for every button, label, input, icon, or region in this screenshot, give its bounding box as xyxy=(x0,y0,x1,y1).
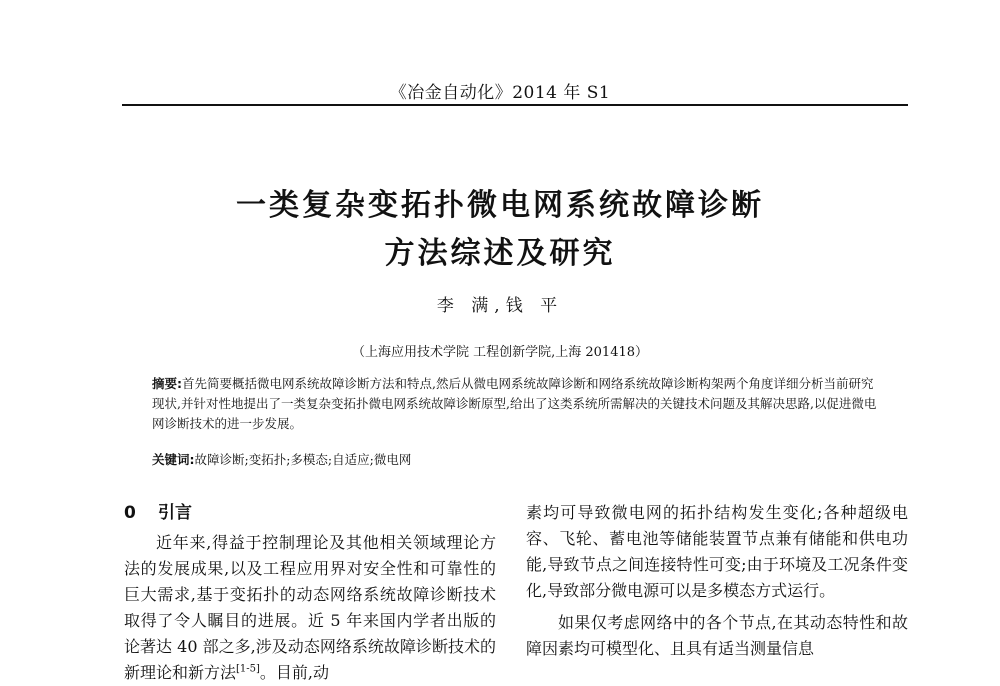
keywords xyxy=(152,450,882,468)
abstract-label: 摘要: xyxy=(152,376,182,391)
paper-title-line2: 方法综述及研究 xyxy=(384,236,616,271)
intro-paragraph xyxy=(124,530,496,686)
abstract xyxy=(152,374,882,434)
authors: 李 满,钱 平 xyxy=(436,296,564,316)
section-heading xyxy=(124,500,496,526)
right-paragraph-1: 素均可导致微电网的拓扑结构发生变化;各种超级电容、飞轮、蓄电池等储能装置节点兼有储能和供电功能,导致节点之间连接特性可变;由于环境及工况条件变化,导致部分微电源可以是多模态方式运行。 xyxy=(526,503,908,600)
section-title: 引言 xyxy=(158,503,192,523)
header-rule xyxy=(122,104,908,106)
intro-tail: 。目前,动 xyxy=(259,663,330,682)
keywords-text: 故障诊断;变拓扑;多模态;自适应;微电网 xyxy=(194,452,412,467)
right-column xyxy=(526,500,908,662)
left-column xyxy=(124,500,496,686)
journal-header: 《冶金自动化》2014 年 S1 xyxy=(389,83,611,103)
keywords-label: 关键词: xyxy=(152,452,195,467)
abstract-text: 首先简要概括微电网系统故障诊断方法和特点,然后从微电网系统故障诊断和网络系统故障诊断构架两个角度详细分析当前研究现状,并针对性地提出了一类复杂变拓扑微电网系统故障诊断原型,给出了这类系统所需解决的关键技术问题及其解决思路,以促进微电网诊断技术的进一步发展。 xyxy=(152,376,877,431)
section-number: 0 xyxy=(124,503,136,523)
paper-title-line1: 一类复杂变拓扑微电网系统故障诊断 xyxy=(236,188,764,223)
intro-text: 近年来,得益于控制理论及其他相关领域理论方法的发展成果,以及工程应用界对安全性和可靠性的巨大需求,基于变拓扑的动态网络系统故障诊断技术取得了令人瞩目的进展。近 5 年来国内学者出版的论著达 40 部之多,涉及动态网络系统故障诊断技术的新理论和新方法 xyxy=(124,533,496,682)
citation: [1-5] xyxy=(236,663,260,675)
right-paragraph-2: 如果仅考虑网络中的各个节点,在其动态特性和故障因素均可模型化、且具有适当测量信息 xyxy=(526,613,908,658)
affiliation: （上海应用技术学院 工程创新学院,上海 201418） xyxy=(351,345,649,360)
